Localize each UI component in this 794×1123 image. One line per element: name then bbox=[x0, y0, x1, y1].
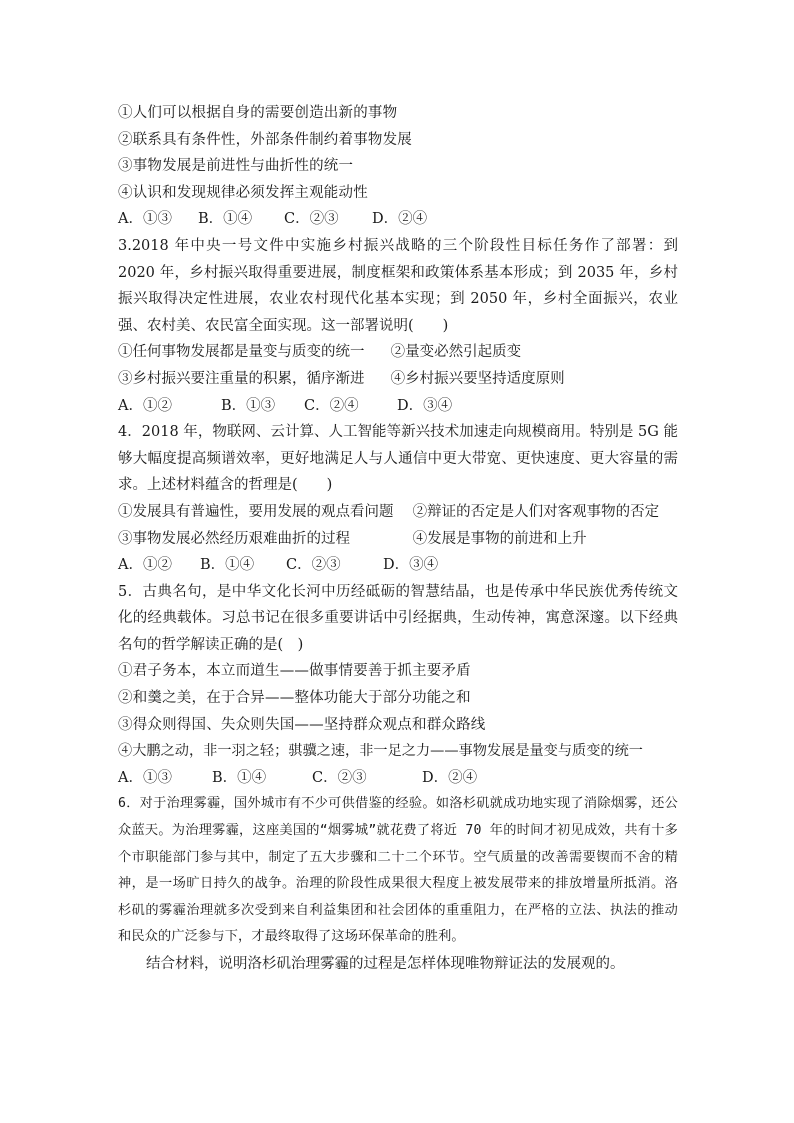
q3-choice-d: D．③④ bbox=[397, 397, 453, 414]
q5-option-4: ④大鹏之动，非一羽之轻；骐骥之速，非一足之力——事物发展是量变与质变的统一 bbox=[118, 743, 643, 760]
q4-options-row-1 bbox=[118, 499, 678, 526]
q2-choice-d: D．②④ bbox=[372, 211, 428, 228]
q3-option-2: ②量变必然引起质变 bbox=[390, 344, 522, 361]
q3-option-1: ①任何事物发展都是量变与质变的统一 bbox=[118, 344, 365, 361]
q5-choice-a: A．①③ bbox=[118, 769, 172, 786]
q5-choice-d: D．②④ bbox=[422, 769, 478, 786]
q3-options-row-2 bbox=[118, 366, 678, 393]
q4-choice-a: A．①② bbox=[118, 557, 172, 574]
q2-choice-c: C．②③ bbox=[284, 211, 339, 228]
q4-option-4: ④发展是事物的前进和上升 bbox=[412, 530, 587, 547]
q6-question: 结合材料，说明洛杉矶治理雾霾的过程是怎样体现唯物辩证法的发展观的。 bbox=[146, 956, 625, 972]
q2-choices bbox=[118, 206, 678, 233]
document-page bbox=[118, 100, 678, 978]
q3-stem: 3.2018 年中央一号文件中实施乡村振兴战略的三个阶段性目标任务作了部署：到 2020 年，乡村振兴取得重要进展，制度框架和政策体系基本形成；到 2035 年，乡村振兴取得决定性进展，农业农村现代化基本实现；到 2050 年，乡村全面振兴，农业强、农村美、农民富全面实现。这一部署说明( ) bbox=[118, 237, 678, 334]
q2-option-1: ①人们可以根据自身的需要创造出新的事物 bbox=[118, 105, 398, 121]
q3-choice-a: A．①② bbox=[118, 397, 172, 414]
q4-choices bbox=[118, 552, 678, 579]
q5-choice-b: B．①④ bbox=[212, 769, 267, 786]
q2-choice-a: A．①③ bbox=[118, 211, 172, 228]
q4-option-3: ③事物发展必然经历艰难曲折的过程 bbox=[118, 530, 350, 547]
q5-option-3: ③得众则得国、失众则失国——坚持群众观点和群众路线 bbox=[118, 716, 486, 733]
q5-stem: 5．古典名句，是中华文化长河中历经砥砺的智慧结晶，也是传承中华民族优秀传统文化的经典载体。习总书记在很多重要讲话中引经据典，生动传神，寓意深邃。以下经典名句的哲学解读正确的是( ) bbox=[118, 583, 678, 653]
q6-stem: 6．对于治理雾霾，国外城市有不少可供借鉴的经验。如洛杉矶就成功地实现了消除烟雾，还公众蓝天。为治理雾霾，这座美国的“烟雾城”就花费了将近 70 年的时间才初见成效，共有十多个市职能部门参与其中，制定了五大步骤和二十二个环节。空气质量的改善需要锲而不舍的精神，是一场旷日持久的战争。治理的阶段性成果很大程度上被发展带来的排放增量所抵消。洛杉矶的雾霾治理就多次受到来自利益集团和社会团体的重重阻力，在严格的立法、执法的推动和民众的广泛参与下，才最终取得了这场环保革命的胜利。 bbox=[118, 796, 678, 945]
q4-stem: 4．2018 年，物联网、云计算、人工智能等新兴技术加速走向规模商用。特别是 5G 能够大幅度提高频谱效率，更好地满足人与人通信中更大带宽、更快速度、更大容量的需求。上述材料蕴含的哲理是( ) bbox=[118, 424, 678, 494]
q3-option-3: ③乡村振兴要注重量的积累，循序渐进 bbox=[118, 370, 365, 387]
q2-choice-b: B．①④ bbox=[198, 211, 253, 228]
q4-option-1: ①发展具有普遍性，要用发展的观点看问题 bbox=[118, 503, 394, 520]
q4-options-row-2 bbox=[118, 526, 678, 553]
q3-choice-c: C．②④ bbox=[304, 397, 359, 414]
q5-choices bbox=[118, 765, 678, 792]
q5-option-1: ①君子务本，本立而道生——做事情要善于抓主要矛盾 bbox=[118, 663, 471, 680]
q3-choices bbox=[118, 393, 678, 420]
q4-choice-d: D．③④ bbox=[383, 557, 439, 574]
q3-option-4: ④乡村振兴要坚持适度原则 bbox=[390, 370, 565, 387]
q3-options-row-1 bbox=[118, 339, 678, 366]
q4-option-2: ②辩证的否定是人们对客观事物的否定 bbox=[412, 503, 660, 520]
q3-choice-b: B．①③ bbox=[221, 397, 276, 414]
q4-choice-b: B．①④ bbox=[200, 557, 255, 574]
q4-choice-c: C．②③ bbox=[286, 557, 341, 574]
q2-option-4: ④认识和发现规律必须发挥主观能动性 bbox=[118, 184, 368, 201]
q5-option-2: ②和羹之美，在于合异——整体功能大于部分功能之和 bbox=[118, 690, 471, 707]
q2-option-3: ③事物发展是前进性与曲折性的统一 bbox=[118, 158, 354, 175]
q5-choice-c: C．②③ bbox=[312, 769, 367, 786]
q2-option-2: ②联系具有条件性，外部条件制约着事物发展 bbox=[118, 131, 412, 148]
